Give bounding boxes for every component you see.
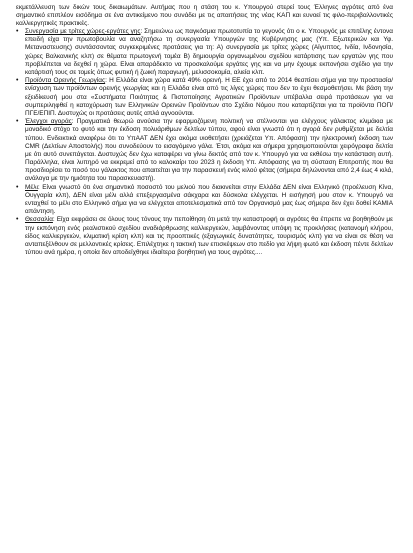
bullet-item-honey — [16, 184, 393, 216]
intro-paragraph: εκμετάλλευση των δικών τους δικαιωμάτων. Αυτήμας που η στάση του κ. Υπουργού στερεί τους Έλληνες αγρότες από ένα σημαντικό επιπλέον εισόδημα σε ένα αντικείμενο που συνάδει με τις απαιτήσεις της νέας ΚΑΠ και ευνοεί τις φιλο-περιβαλλοντικές καλλιεργητικές πρακτικές. — [16, 4, 393, 28]
bullet-body: : Πραγματικά θεωρώ ανούσια την εφαρμοζόμενη πολιτική να στέλνονται για ελέγχους γάλακτος κλιμάκια με μοναδικό στόχο το φυτό και την έκδοση πολυάριθμων δελτίων τύπου, αφού είναι γνωστό ότι η αγορά δεν ρυθμίζεται με δελτία τύπου. Ενδεικτικά αναφέρω ότι το ΥπΑΑΤ ΔΕΝ έχει ακόμα υιοθετήσει (χρειάζεται Υπ. Απόφαση) την ηλεκτρονική έκδοση των CMR (Δελτίων Αποστολής) που συνοδεύουν το εισαγόμενο γάλα. Έτσι, ακόμα και σήμερα χρησιμοποιούνται χειρόγραφα δελτία με ότι αυτό συνεπάγεται. Δυστυχώς δεν έχω καταφέρει να γίνω δεκτός από τον κ. Υπουργό για να εκθέσω την κατάσταση αυτή. Παράλληλα, είναι λυπηρό να εκκρεμεί από το καλοκαίρι του 2023 η έκδοση Υπ. Απόφασης για τη σύσταση Επιτροπής που θα προσδιορίσει το ποσό του γάλακτος που απαιτείται για την παρασκευή ενός κιλού φέτας (σήμερα δηλώνονται από 2,4 έως 4 κιλά, ανάλογα με την ημιότητα του παρασκευαστή). — [25, 118, 393, 182]
bullet-heading: Μέλι — [25, 183, 38, 191]
bullet-body: : Είχα εκφράσει σε όλους τους τόνους την πεποίθηση ότι μετά την καταστροφή οι αγρότες θα έπρεπε να βοηθηθούν με την εκπόνηση ενός ρεαλιστικού σχεδίου αναδιάρθρωσης καλλιεργειών, λαμβάνοντας υπόψη τις προκλήσεις (κατανομή κλήρου, είδος καλλιεργειών, κλιματική κρίση κλπ) και τις προοπτικές (εξαγωγικές δυνατότητες, τουρισμός κλπ) για να είναι σε θέση να ανταπεξέλθουν σε μελλοντικές κρίσεις. Επιλέχτηκε η τακτική των επισκέψεων στο πεδίο για λήψη φωτό και έκδοση πέντε δελτίων τύπου ανά ημέρα, η οποία δεν αποδείχθηκε ιδιαίτερα βοηθητική για τους αγρότες.... — [25, 216, 393, 256]
bullet-icon: • — [16, 28, 19, 36]
bullet-item-mountain-products — [16, 77, 393, 117]
bullet-icon: • — [16, 216, 19, 224]
bullet-body: : Είναι γνωστό ότι ένα σημαντικό ποσοστό του μελιού που διακινείται στην Ελλάδα ΔΕΝ είναι Ελληνικό (προέλευση Κίνα, Ουγγαρία κλπ), ΔΕΝ είναι μέλι αλλά επεξεργασμένα σάκχαρα και δύσκολα ελέγχεται. Η εισήγησή μου στον κ. Υπουργό να ενταχθεί το μέλι στο Ελληνικό σήμα για να ελέγχεται αποτελεσματικά από τον Οργανισμό μας έως σήμερα δεν έχει δοθεί ΚΑΜΙΑ απάντηση. — [25, 183, 393, 215]
bullet-heading: Προϊόντα Ορεινής Γεωργίας — [25, 77, 106, 85]
bullet-icon: • — [16, 118, 19, 126]
bullet-icon: • — [16, 183, 19, 191]
bullet-list — [16, 28, 393, 257]
bullet-body: : Σημειώνω ως παγκόσμια πρωτοτυπία το γεγονός ότι ο κ. Υπουργός με επιτέλης έντονα επειδή είχα την πρωτοβουλία να αναζητήσω τη συνεργασία Υπουργών της Κυβέρνησης μας (Υπ. Εξωτερικών και Υφ. Μεταναστευσης) συντάσσοντας συγκεκριμένες προτάσεις για τη: Α) συνεργασία με τρίτες χώρες (Αίγυπτος, Ινδία, Ινδονησία, χώρες Βαλκανικής κλπ) σε θέματα πρωτογενή τομέα Β) δημιουργία οργανωμένου σχεδίου κατάρτισης των εργατών γης που προβλέπεται να δεχθεί η χώρα. Είναι απαράδεκτο να προσκαλούμε εργάτες γης και να μην έχουμε εκπονήσει σχέδιο για την κατάρτισή τους σε τομείς όπως φυτική ή ζωική παραγωγή, μελισσοκομία, αλιεία κλπ. — [25, 28, 393, 76]
bullet-item-thessaly — [16, 216, 393, 256]
bullet-heading: Θεσσαλία — [25, 216, 53, 224]
bullet-icon: • — [16, 77, 19, 85]
bullet-body: : Η Ελλάδα είναι χώρα κατά 49% ορεινή. Η ΕΕ έχει από το 2014 θεσπίσει σήμα για την προστασία/ενίσχυση των προϊόντων ορεινής γεωργίας και η Ελλάδα είναι από τις λίγες χώρες που δεν το έχει θεσμοθετήσει. Με βάση την εξειδίκευσή μου στα «Συστήματα Ποιότητας & Πιστοποίησης Αγροτικών Προϊόντων υπέβαλλα σειρά προτάσεων για να συμπεριληφθεί η κατοχύρωση των Ελληνικών Ορεινών Προϊόντων στο Σχέδιο Νόμου που καταρτίζεται για τα προϊόντα ΠΟΠ/ΠΓΕ/ΕΠΙΠ. Δυστυχώς οι προτάσεις αυτές απλά αγνοούνται. — [25, 77, 393, 117]
bullet-heading: Συνεργασία με τρίτες χώρες-εργάτες γης — [25, 28, 141, 36]
bullet-heading: Έλεγχοι αγοράς — [25, 118, 72, 126]
bullet-item-market-controls — [16, 118, 393, 183]
bullet-item-cooperation — [16, 28, 393, 77]
